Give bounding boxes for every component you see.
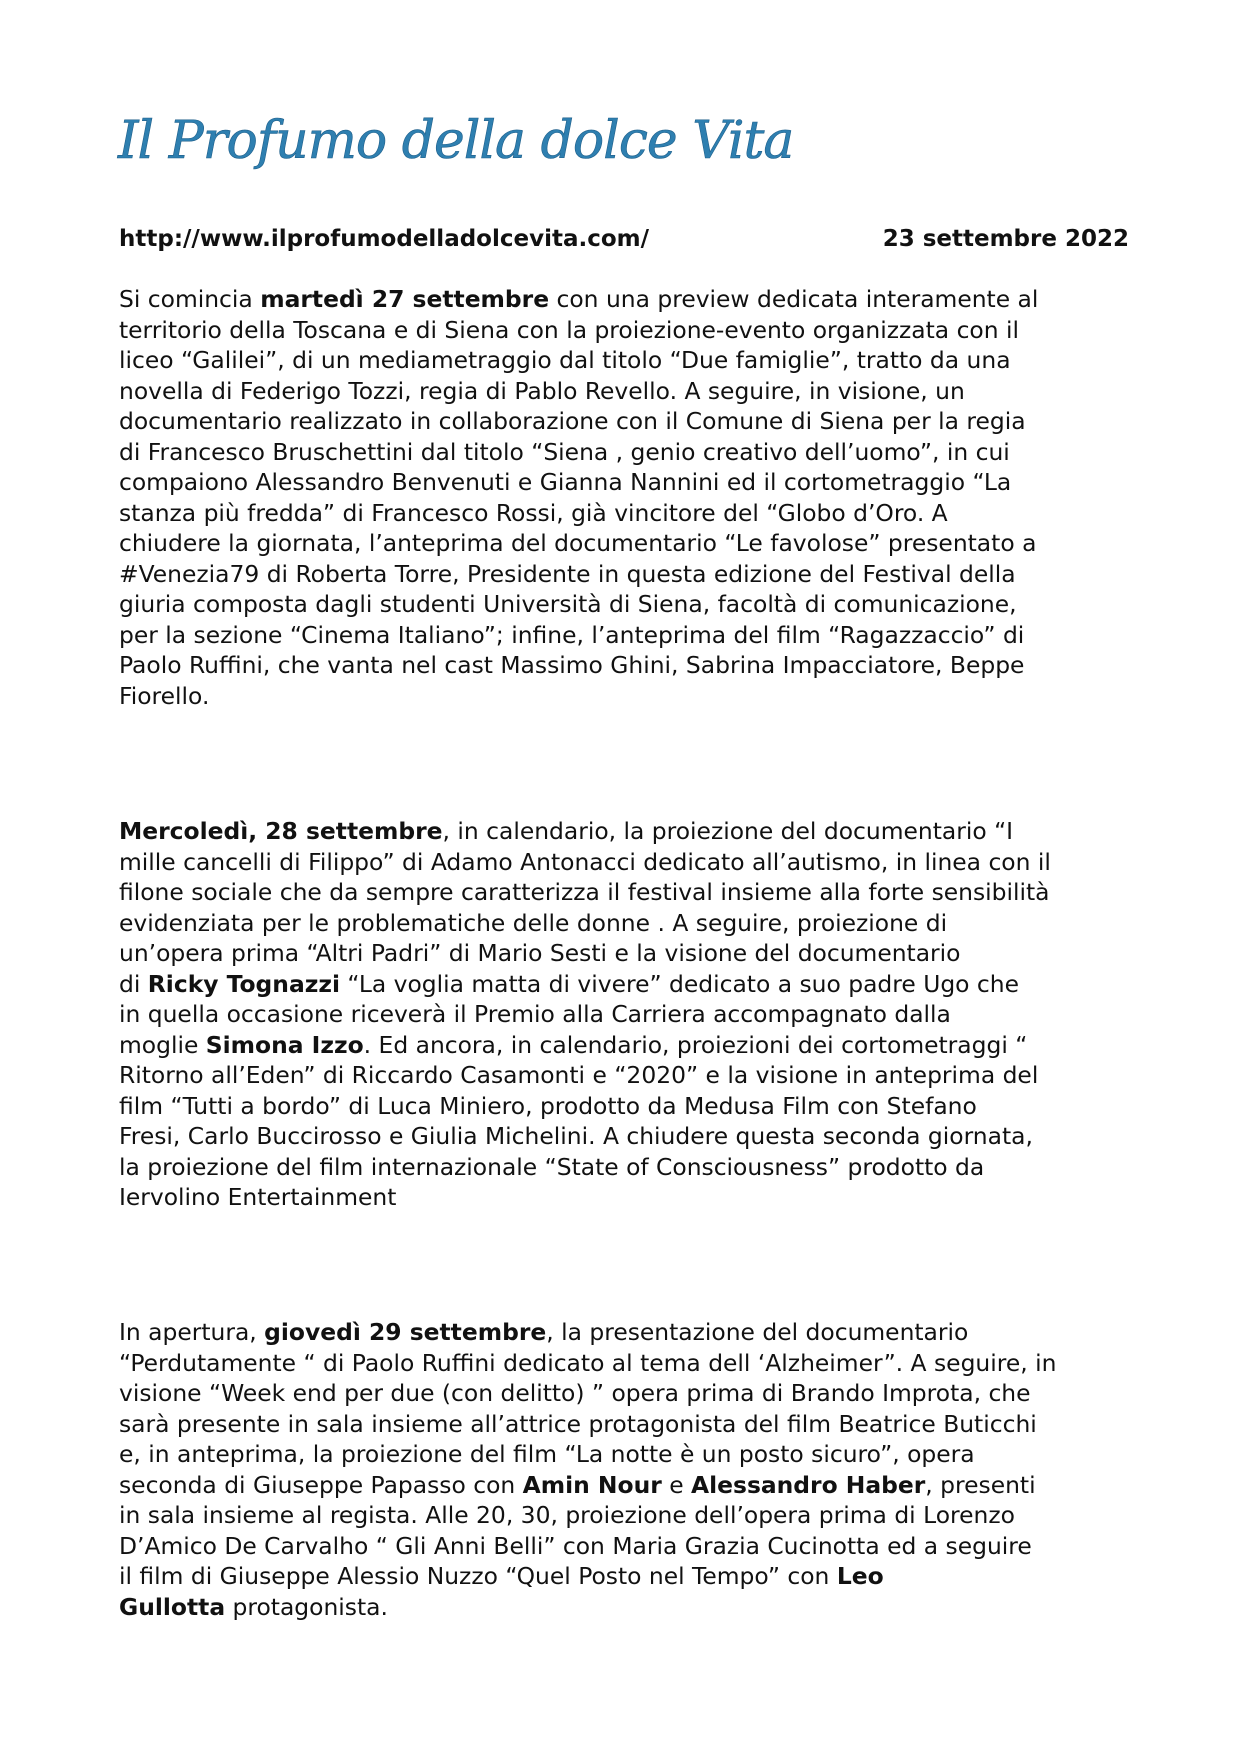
- text-run: chiudere la giornata, l’anteprima del documentario “Le favolose” presentato a: [119, 529, 1037, 557]
- text-line: [119, 1182, 1129, 1213]
- text-run: liceo “Galilei”, di un mediametraggio dal titolo “Due famiglie”, tratto da una: [119, 346, 1011, 374]
- text-line: [119, 816, 1129, 847]
- text-run: in sala insieme al regista. Alle 20, 30, proiezione dell’opera prima di Lorenzo: [119, 1501, 1015, 1529]
- text-run: “Perdutamente “ di Paolo Ruffini dedicato al tema dell ‘Alzheimer”. A seguire, in: [119, 1348, 1057, 1377]
- document-header: [119, 224, 1129, 254]
- text-line: [119, 559, 1129, 590]
- text-line: [119, 847, 1129, 878]
- text-line: [119, 1030, 1129, 1061]
- text-line: [119, 345, 1129, 376]
- text-run: #Venezia79 di Roberta Torre, Presidente in questa edizione del Festival della: [119, 559, 1016, 588]
- text-line: [119, 650, 1129, 681]
- text-run: moglie: [119, 1030, 206, 1059]
- publication-date: 23 settembre 2022: [882, 226, 1129, 252]
- text-line: [119, 1121, 1129, 1152]
- text-run: in quella occasione riceverà il Premio alla Carriera accompagnato dalla: [119, 1000, 951, 1028]
- text-line: [119, 1378, 1129, 1409]
- text-line: [119, 620, 1129, 651]
- text-run: e: [661, 1470, 692, 1499]
- text-line: [119, 1531, 1129, 1562]
- text-run: e, in anteprima, la proiezione del film “La notte è un posto sicuro”, opera: [119, 1440, 975, 1468]
- text-line: [119, 437, 1129, 468]
- text-line: [119, 908, 1129, 939]
- bold-text: Gullotta: [119, 1592, 226, 1621]
- text-run: visione “Week end per due (con delitto) ” opera prima di Brando Improta, che: [119, 1379, 1031, 1407]
- text-run: protagonista.: [225, 1592, 388, 1621]
- text-run: mille cancelli di Filippo” di Adamo Antonacci dedicato all’autismo, in linea con il: [119, 847, 1051, 876]
- text-run: seconda di Giuseppe Papasso con: [119, 1470, 523, 1499]
- text-line: [119, 938, 1129, 969]
- bold-text: Leo: [836, 1562, 884, 1590]
- site-logo: [118, 100, 794, 190]
- text-line: [119, 969, 1129, 1000]
- text-line: [119, 467, 1129, 498]
- text-run: con una preview dedicata interamente al: [549, 285, 1039, 313]
- text-run: il film di Giuseppe Alessio Nuzzo “Quel Posto nel Tempo” con: [119, 1562, 837, 1590]
- text-line: [119, 376, 1129, 407]
- text-line: [119, 681, 1129, 712]
- text-run: Ritorno all’Eden” di Riccardo Casamonti e “2020” e la visione in anteprima del: [119, 1061, 1039, 1089]
- paragraph-tuesday: [119, 284, 1129, 711]
- text-run: Fresi, Carlo Buccirosso e Giulia Michelini. A chiudere questa seconda giornata,: [119, 1122, 1033, 1150]
- paragraph-thursday: [119, 1317, 1129, 1622]
- text-run: la proiezione del film internazionale “State of Consciousness” prodotto da: [119, 1152, 985, 1181]
- text-line: [119, 284, 1129, 315]
- bold-text: Simona Izzo: [205, 1030, 364, 1059]
- site-url: http://www.ilprofumodelladolcevita.com/: [119, 226, 650, 252]
- text-line: [119, 528, 1129, 559]
- text-line: [119, 999, 1129, 1030]
- text-line: [119, 1500, 1129, 1531]
- text-run: Iervolino Entertainment: [119, 1183, 397, 1211]
- text-line: [119, 589, 1129, 620]
- text-run: territorio della Toscana e di Siena con la proiezione-evento organizzata con il: [119, 315, 1020, 344]
- text-line: [119, 1592, 1129, 1623]
- text-line: [119, 877, 1129, 908]
- text-line: [119, 1470, 1129, 1501]
- text-run: di Francesco Bruschettini dal titolo “Siena , genio creativo dell’uomo”, in cui: [119, 437, 1010, 466]
- text-line: [119, 1409, 1129, 1440]
- bold-text: giovedì 29 settembre: [264, 1318, 547, 1346]
- text-line: [119, 315, 1129, 346]
- text-line: [119, 1091, 1129, 1122]
- paragraph-wednesday: [119, 816, 1129, 1213]
- text-line: [119, 498, 1129, 529]
- text-run: di: [119, 969, 148, 998]
- text-line: [119, 406, 1129, 437]
- text-line: [119, 1561, 1129, 1592]
- text-run: sarà presente in sala insieme all’attrice protagonista del film Beatrice Buticchi: [119, 1409, 1037, 1438]
- text-run: filone sociale che da sempre caratterizza il festival insieme alla forte sensibilità: [119, 878, 1050, 906]
- text-run: , presenti: [925, 1470, 1036, 1499]
- bold-text: Amin Nour: [522, 1470, 662, 1499]
- text-run: D’Amico De Carvalho “ Gli Anni Belli” con Maria Grazia Cucinotta ed a seguire: [119, 1531, 1032, 1560]
- text-line: [119, 1152, 1129, 1183]
- text-run: stanza più fredda” di Francesco Rossi, già vincitore del “Globo d’Oro. A: [119, 498, 948, 527]
- text-line: [119, 1439, 1129, 1470]
- text-run: un’opera prima “Altri Padri” di Mario Sesti e la visione del documentario: [119, 939, 961, 967]
- text-run: Paolo Ruffini, che vanta nel cast Massimo Ghini, Sabrina Impacciatore, Beppe: [119, 651, 1025, 679]
- text-run: film “Tutti a bordo” di Luca Miniero, prodotto da Medusa Film con Stefano: [119, 1091, 977, 1120]
- text-run: evidenziata per le problematiche delle donne . A seguire, proiezione di: [119, 908, 948, 937]
- logo-text: Il Profumo della dolce Vita: [118, 111, 794, 171]
- text-run: “La voglia matta di vivere” dedicato a suo padre Ugo che: [339, 969, 1019, 998]
- text-run: compaiono Alessandro Benvenuti e Gianna Nannini ed il cortometraggio “La: [119, 468, 1012, 496]
- text-run: Fiorello.: [119, 681, 210, 710]
- text-run: , la presentazione del documentario: [546, 1318, 969, 1346]
- bold-text: Ricky Tognazzi: [147, 969, 340, 998]
- text-run: , in calendario, la proiezione del documentario “I: [442, 817, 1014, 845]
- text-run: Si comincia: [119, 285, 261, 313]
- text-run: per la sezione “Cinema Italiano”; infine, l’anteprima del film “Ragazzaccio” di: [119, 620, 1025, 649]
- bold-text: martedì 27 settembre: [260, 285, 550, 313]
- text-run: giuria composta dagli studenti Università di Siena, facoltà di comunicazione,: [119, 590, 1017, 618]
- text-run: In apertura,: [119, 1318, 265, 1346]
- text-line: [119, 1348, 1129, 1379]
- text-run: documentario realizzato in collaborazione con il Comune di Siena per la regia: [119, 407, 1026, 435]
- text-run: . Ed ancora, in calendario, proiezioni dei cortometraggi “: [363, 1030, 1028, 1059]
- bold-text: Mercoledì, 28 settembre: [119, 817, 443, 845]
- text-line: [119, 1060, 1129, 1091]
- text-run: novella di Federigo Tozzi, regia di Pablo Revello. A seguire, in visione, un: [119, 376, 965, 405]
- bold-text: Alessandro Haber: [691, 1470, 926, 1499]
- text-line: [119, 1317, 1129, 1348]
